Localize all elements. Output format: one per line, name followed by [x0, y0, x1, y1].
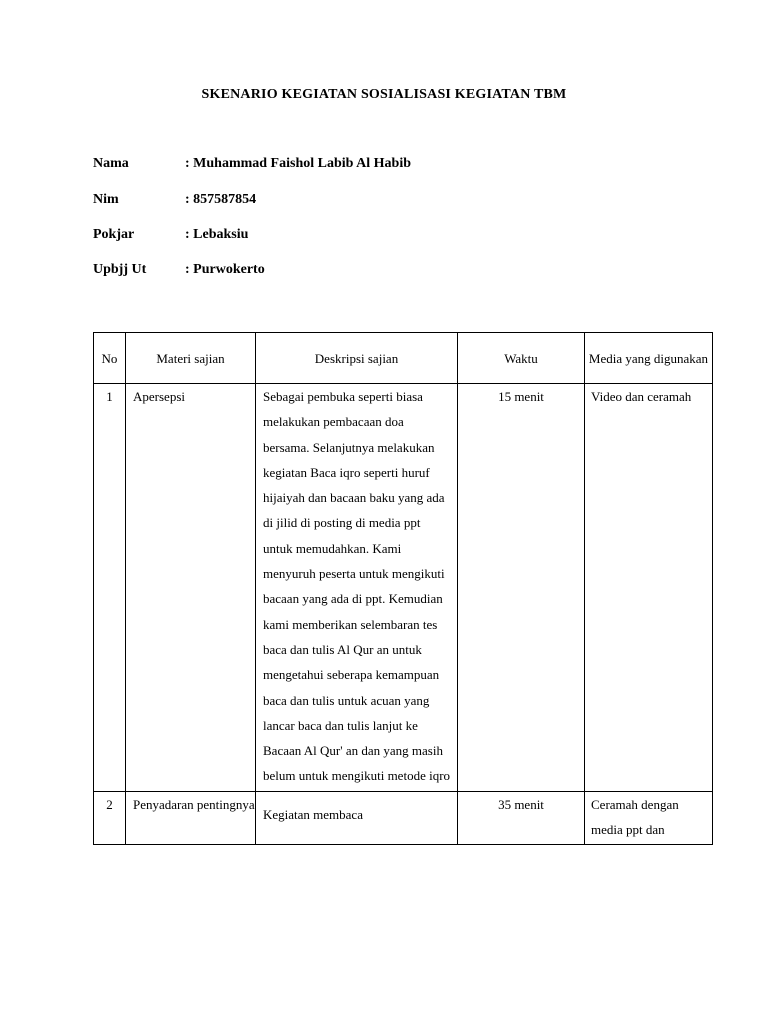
scenario-table — [93, 332, 713, 845]
cell-deskripsi: Sebagai pembuka seperti biasa melakukan pembacaan doa bersama. Selanjutnya melakukan kegiatan Baca iqro seperti huruf hijaiyah dan bacaan baku yang ada di jilid di posting di media ppt untuk memudahkan. Kami menyuruh peserta untuk mengikuti bacaan yang ada di ppt. Kemudian kami memberikan selembaran tes baca dan tulis Al Qur an untuk mengetahui seberapa kemampuan baca dan tulis untuk acuan yang lancar baca dan tulis lanjut ke Bacaan Al Qur' an dan yang masih belum untuk mengikuti metode iqro — [256, 384, 458, 792]
info-label: Pokjar — [93, 227, 135, 242]
document-title: SKENARIO KEGIATAN SOSIALISASI KEGIATAN TBM — [201, 87, 567, 102]
cell-media: Ceramah dengan media ppt dan — [585, 791, 713, 844]
info-label: Upbjj Ut — [93, 262, 147, 277]
cell-materi: Apersepsi — [126, 384, 256, 792]
header-no: No — [94, 333, 126, 384]
info-value: : Muhammad Faishol Labib Al Habib — [185, 156, 412, 171]
cell-waktu: 35 menit — [458, 791, 585, 844]
cell-media: Video dan ceramah — [585, 384, 713, 792]
cell-no: 1 — [94, 384, 126, 792]
header-media: Media yang digunakan — [585, 333, 713, 384]
table-header-row — [94, 333, 713, 384]
header-waktu: Waktu — [458, 333, 585, 384]
info-value: : Purwokerto — [185, 262, 265, 277]
header-deskripsi: Deskripsi sajian — [256, 333, 458, 384]
table-row — [94, 384, 713, 792]
cell-deskripsi: Kegiatan membaca — [256, 791, 458, 844]
table-row — [94, 791, 713, 844]
info-label: Nim — [93, 192, 119, 207]
cell-no: 2 — [94, 791, 126, 844]
info-value: : 857587854 — [185, 192, 257, 207]
cell-materi: Penyadaran pentingnya — [126, 791, 256, 844]
cell-waktu: 15 menit — [458, 384, 585, 792]
info-value: : Lebaksiu — [185, 227, 249, 242]
header-materi: Materi sajian — [126, 333, 256, 384]
info-label: Nama — [93, 156, 129, 171]
